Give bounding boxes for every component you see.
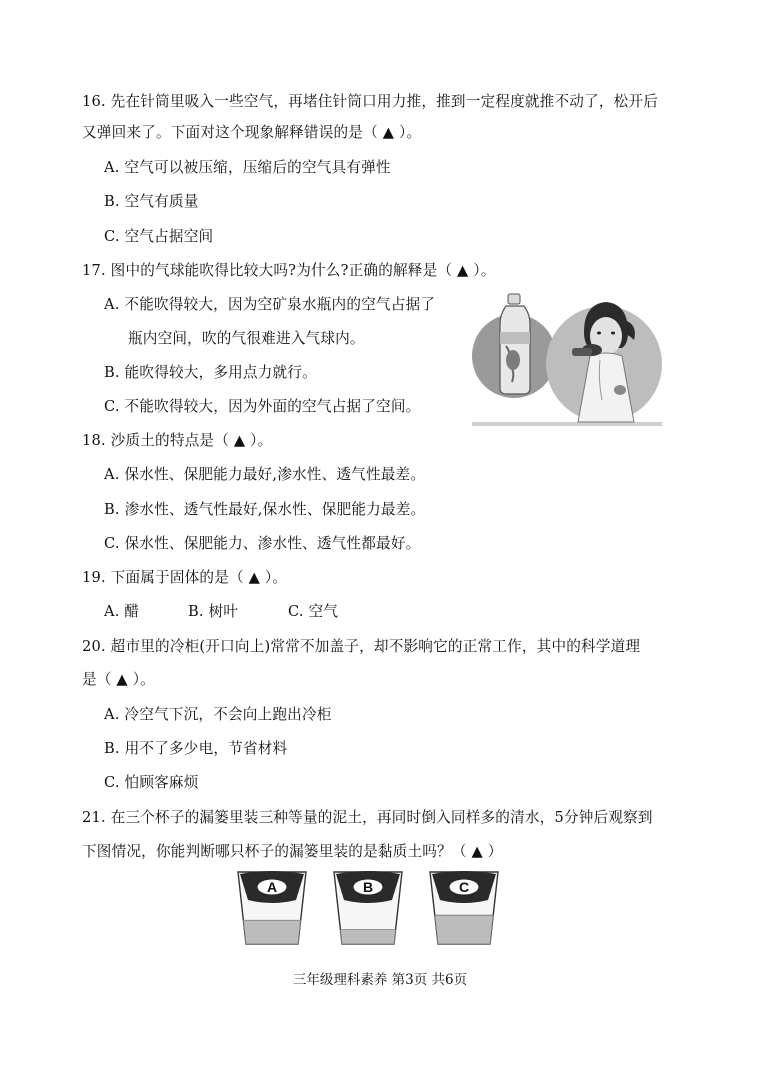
q19-option-b: B. 树叶 bbox=[188, 603, 239, 620]
q17-option-c: C. 不能吹得较大，因为外面的空气占据了空间。 bbox=[104, 398, 421, 415]
q20-option-c: C. 怕顾客麻烦 bbox=[104, 774, 199, 791]
q20-stem-line2: 是（ ▲ ）。 bbox=[82, 671, 155, 688]
q19-stem: 19. 下面属于固体的是（ ▲ ）。 bbox=[82, 569, 288, 586]
q21-cups-figure bbox=[232, 866, 504, 950]
water-bottle-icon bbox=[500, 294, 530, 394]
q17-option-b: B. 能吹得较大，多用点力就行。 bbox=[104, 364, 317, 381]
q18-option-a: A. 保水性、保肥能力最好,渗水性、透气性最差。 bbox=[104, 466, 426, 483]
q21-stem-line1: 21. 在三个杯子的漏篓里装三种等量的泥土，再同时倒入同样多的清水，5分钟后观察到 bbox=[82, 809, 653, 826]
q17-option-a-line1: A. 不能吹得较大，因为空矿泉水瓶内的空气占据了 bbox=[104, 296, 436, 313]
q17-option-a-line2: 瓶内空间，吹的气很难进入气球内。 bbox=[128, 330, 365, 347]
q16-option-c: C. 空气占据空间 bbox=[104, 228, 214, 245]
q21-stem-line2: 下图情况，你能判断哪只杯子的漏篓里装的是黏质土吗？（ ▲ ） bbox=[82, 843, 503, 860]
cup-c bbox=[430, 871, 498, 944]
q20-stem-line1: 20. 超市里的冷柜(开口向上)常常不加盖子，却不影响它的正常工作，其中的科学道理 bbox=[82, 638, 641, 655]
cup-c-label: C bbox=[458, 879, 470, 895]
cup-c-water bbox=[435, 915, 493, 944]
cup-b-label: B bbox=[362, 879, 374, 895]
q18-stem: 18. 沙质土的特点是（ ▲ ）。 bbox=[82, 432, 273, 449]
q16-stem-line1: 16. 先在针筒里吸入一些空气，再堵住针筒口用力推，推到一定程度就推不动了，松开后 bbox=[82, 93, 659, 110]
q18-option-c: C. 保水性、保肥能力、渗水性、透气性都最好。 bbox=[104, 535, 421, 552]
cup-a-water bbox=[243, 920, 300, 944]
cup-a bbox=[238, 871, 306, 944]
q16-option-b: B. 空气有质量 bbox=[104, 193, 199, 210]
q20-option-a: A. 冷空气下沉，不会向上跑出冷柜 bbox=[104, 706, 332, 723]
q17-balloon-figure bbox=[472, 290, 662, 430]
q19-option-a: A. 醋 bbox=[104, 603, 140, 620]
cup-a-label: A bbox=[266, 879, 278, 895]
q19-options bbox=[104, 602, 338, 622]
q20-option-b: B. 用不了多少电，节省材料 bbox=[104, 740, 288, 757]
q16-stem-line2: 又弹回来了。下面对这个现象解释错误的是（ ▲ ）。 bbox=[82, 124, 422, 141]
q16-option-a: A. 空气可以被压缩，压缩后的空气具有弹性 bbox=[104, 159, 391, 176]
q17-stem: 17. 图中的气球能吹得比较大吗?为什么?正确的解释是（ ▲ ）。 bbox=[82, 262, 496, 279]
page-footer: 三年级理科素养 第3页 共6页 bbox=[292, 972, 468, 988]
cup-b-water bbox=[340, 930, 395, 944]
cup-b bbox=[334, 871, 402, 944]
q18-option-b: B. 渗水性、透气性最好,保水性、保肥能力最差。 bbox=[104, 501, 426, 518]
q19-option-c: C. 空气 bbox=[288, 603, 339, 620]
